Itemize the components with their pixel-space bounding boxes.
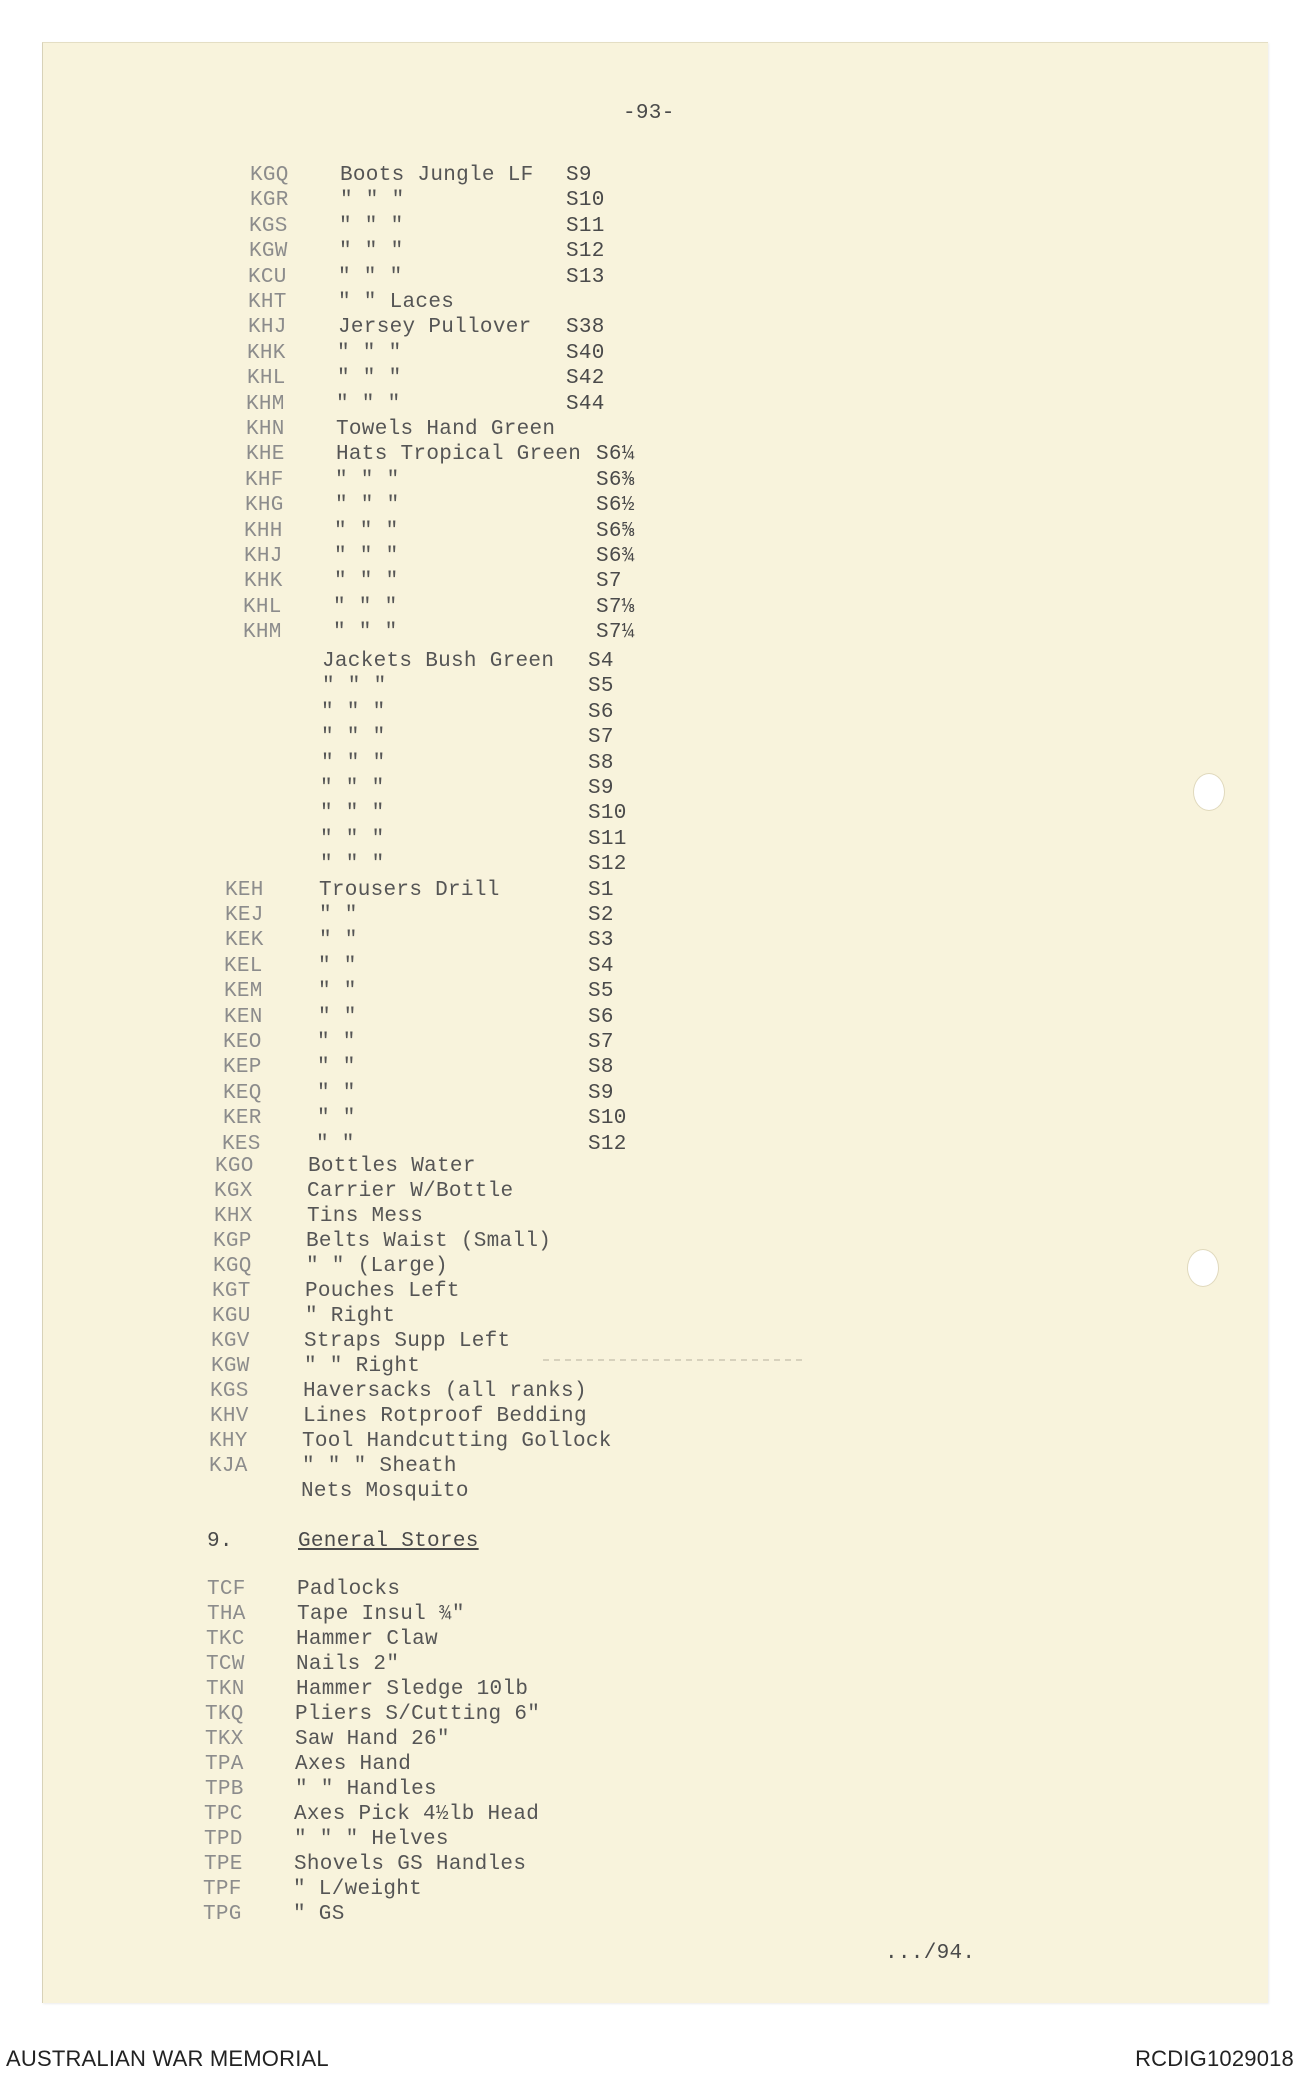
item-description: Hammer Claw [296, 1628, 438, 1651]
item-code: KHG [245, 494, 284, 518]
item-size: S6⅜ [596, 468, 635, 492]
item-code: TPD [204, 1828, 243, 1851]
item-code: KGV [211, 1330, 250, 1353]
item-description: " " [318, 1005, 357, 1029]
item-description: " " Handles [295, 1778, 437, 1801]
item-description: " " " [339, 240, 404, 264]
item-description: " GS [293, 1903, 345, 1926]
item-description: Hammer Sledge 10lb [296, 1678, 529, 1701]
item-code: TKX [205, 1728, 244, 1751]
item-code: KEL [224, 954, 263, 978]
item-description: " " " [338, 265, 403, 289]
item-description: " " " [334, 570, 399, 594]
item-code: KEP [223, 1056, 262, 1080]
item-size: S10 [588, 1107, 627, 1131]
item-size: S6 [588, 1005, 614, 1029]
item-code: TKN [206, 1678, 245, 1701]
item-description: " " Laces [338, 291, 455, 314]
item-code: KGS [210, 1380, 249, 1403]
item-code: KGX [214, 1180, 253, 1203]
item-code: KGQ [250, 164, 289, 187]
item-code: KGT [212, 1280, 251, 1303]
item-description: " " " [334, 519, 399, 543]
item-code: TPE [204, 1853, 243, 1876]
item-size: S11 [588, 827, 627, 851]
item-description: " " " [333, 595, 398, 619]
item-size: S4 [588, 954, 614, 978]
item-code: KGW [249, 240, 288, 264]
item-description: Hats Tropical Green [336, 443, 582, 467]
item-description: Trousers Drill [319, 878, 500, 902]
item-description: " " [317, 1107, 356, 1131]
section-number: 9. [207, 1530, 233, 1553]
item-size: S7 [596, 570, 622, 594]
item-description: " L/weight [293, 1878, 423, 1901]
item-code: KHK [247, 341, 286, 365]
item-description: Haversacks (all ranks) [303, 1380, 587, 1403]
item-code: KHJ [244, 545, 283, 568]
item-code: KHM [243, 621, 282, 645]
item-code: KGU [212, 1305, 251, 1328]
item-size: S2 [588, 904, 614, 927]
item-description: Nets Mosquito [301, 1480, 469, 1503]
item-description: " " " [320, 853, 385, 877]
item-description: " " " Helves [294, 1828, 449, 1851]
item-description: " Right [305, 1305, 396, 1328]
item-description: " " " [321, 726, 386, 750]
item-description: Pliers S/Cutting 6" [295, 1703, 541, 1726]
item-description: " " " [320, 777, 385, 800]
item-code: TCW [206, 1653, 245, 1676]
item-size: S4 [588, 650, 614, 673]
faint-mark [543, 1359, 803, 1361]
item-description: " " " [340, 189, 405, 213]
item-size: S7¼ [596, 621, 635, 645]
item-size: S38 [566, 316, 605, 340]
item-description: " " " [320, 827, 385, 851]
item-size: S9 [588, 777, 614, 800]
item-description: Jackets Bush Green [322, 650, 555, 673]
item-size: S8 [588, 751, 614, 775]
item-size: S12 [566, 240, 605, 264]
item-description: " " [317, 1056, 356, 1080]
item-size: S5 [588, 675, 614, 699]
item-size: S42 [566, 367, 605, 391]
item-code: KHL [247, 367, 286, 391]
item-description: " " " [335, 468, 400, 492]
continuation-marker: .../94. [885, 1942, 976, 1965]
item-description: " " [318, 954, 357, 978]
item-code: KGO [215, 1155, 254, 1178]
item-description: Bottles Water [308, 1155, 476, 1178]
item-description: " " [319, 929, 358, 953]
item-code: KHX [214, 1205, 253, 1228]
item-description: " " " Sheath [302, 1455, 457, 1478]
item-description: " " " [321, 751, 386, 775]
item-description: Shovels GS Handles [294, 1853, 527, 1876]
item-description: " " " [337, 341, 402, 365]
item-description: " " (Large) [306, 1255, 448, 1278]
item-code: TKC [206, 1628, 245, 1651]
item-size: S6⅝ [596, 519, 635, 543]
item-description: Belts Waist (Small) [306, 1230, 552, 1253]
item-description: Carrier W/Bottle [307, 1180, 514, 1203]
item-description: " " [317, 1081, 356, 1105]
item-code: KHN [246, 418, 285, 441]
item-code: KJA [209, 1455, 248, 1478]
item-description: Straps Supp Left [304, 1330, 511, 1353]
item-code: KEN [224, 1005, 263, 1029]
punch-hole-top [1193, 773, 1225, 811]
item-code: KHF [245, 468, 284, 492]
item-code: TPA [205, 1753, 244, 1776]
item-description: " " [318, 980, 357, 1004]
item-code: KGR [250, 189, 289, 213]
item-code: TKQ [205, 1703, 244, 1726]
item-code: KGW [211, 1355, 250, 1378]
item-size: S1 [588, 878, 614, 902]
item-code: KCU [248, 265, 287, 289]
item-size: S10 [588, 802, 627, 826]
item-size: S9 [566, 164, 592, 187]
item-code: TPB [205, 1778, 244, 1801]
item-description: Padlocks [297, 1578, 401, 1601]
item-code: KEM [224, 980, 263, 1004]
item-size: S5 [588, 980, 614, 1004]
item-code: KHM [246, 392, 285, 416]
item-description: " " Right [304, 1355, 421, 1378]
item-description: Pouches Left [305, 1280, 460, 1303]
item-code: KHV [210, 1405, 249, 1428]
item-code: KEK [225, 929, 264, 953]
item-description: Tins Mess [307, 1205, 424, 1228]
item-description: Nails 2" [296, 1653, 400, 1676]
item-code: KHT [248, 291, 287, 314]
item-size: S7 [588, 1031, 614, 1054]
item-size: S9 [588, 1081, 614, 1105]
item-code: KHE [246, 443, 285, 467]
item-description: " " " [333, 621, 398, 645]
item-size: S6 [588, 700, 614, 724]
item-description: " " " [335, 494, 400, 518]
item-size: S12 [588, 1132, 627, 1156]
item-code: KES [222, 1132, 261, 1156]
item-size: S3 [588, 929, 614, 953]
item-code: THA [207, 1603, 246, 1626]
item-description: Lines Rotproof Bedding [303, 1405, 587, 1428]
item-code: TCF [207, 1578, 246, 1601]
punch-hole-bottom [1187, 1249, 1219, 1287]
item-description: " " [319, 904, 358, 927]
item-description: " " " [337, 367, 402, 391]
item-description: " " " [320, 802, 385, 826]
item-code: TPF [203, 1878, 242, 1901]
item-size: S11 [566, 214, 605, 238]
item-code: KHJ [248, 316, 287, 340]
item-description: " " " [322, 675, 387, 699]
item-code: KEJ [225, 904, 264, 927]
item-description: Saw Hand 26" [295, 1728, 450, 1751]
item-description: Towels Hand Green [336, 418, 556, 441]
item-description: " " [317, 1031, 356, 1054]
item-size: S8 [588, 1056, 614, 1080]
section-title: General Stores [298, 1530, 479, 1553]
item-size: S6½ [596, 494, 635, 518]
item-size: S10 [566, 189, 605, 213]
item-code: KHL [243, 595, 282, 619]
item-code: KEO [223, 1031, 262, 1054]
item-size: S13 [566, 265, 605, 289]
item-size: S6¼ [596, 443, 635, 467]
item-description: Axes Hand [295, 1753, 412, 1776]
item-code: KHH [244, 519, 283, 543]
footer-right: RCDIG1029018 [1135, 2046, 1294, 2071]
item-size: S12 [588, 853, 627, 877]
item-description: Jersey Pullover [338, 316, 532, 340]
item-description: Boots Jungle LF [340, 164, 534, 187]
item-code: KER [223, 1107, 262, 1131]
item-description: Tool Handcutting Gollock [302, 1430, 612, 1453]
item-description: " " " [336, 392, 401, 416]
item-code: KHK [244, 570, 283, 594]
item-code: KEQ [223, 1081, 262, 1105]
item-description: " " " [321, 700, 386, 724]
item-description: Axes Pick 4½lb Head [294, 1803, 540, 1826]
item-description: " " [316, 1132, 355, 1156]
footer-left: AUSTRALIAN WAR MEMORIAL [6, 2046, 329, 2071]
page-number: -93- [623, 102, 675, 125]
item-description: " " " [339, 214, 404, 238]
item-code: KGS [249, 214, 288, 238]
item-size: S40 [566, 341, 605, 365]
item-code: TPG [203, 1903, 242, 1926]
item-code: KGP [213, 1230, 252, 1253]
item-size: S6¾ [596, 545, 635, 568]
item-size: S44 [566, 392, 605, 416]
item-code: KHY [209, 1430, 248, 1453]
item-size: S7⅛ [596, 595, 635, 619]
item-description: " " " [334, 545, 399, 568]
item-code: KEH [225, 878, 264, 902]
item-description: Tape Insul ¾" [297, 1603, 465, 1626]
item-code: KGQ [213, 1255, 252, 1278]
item-code: TPC [204, 1803, 243, 1826]
item-size: S7 [588, 726, 614, 750]
